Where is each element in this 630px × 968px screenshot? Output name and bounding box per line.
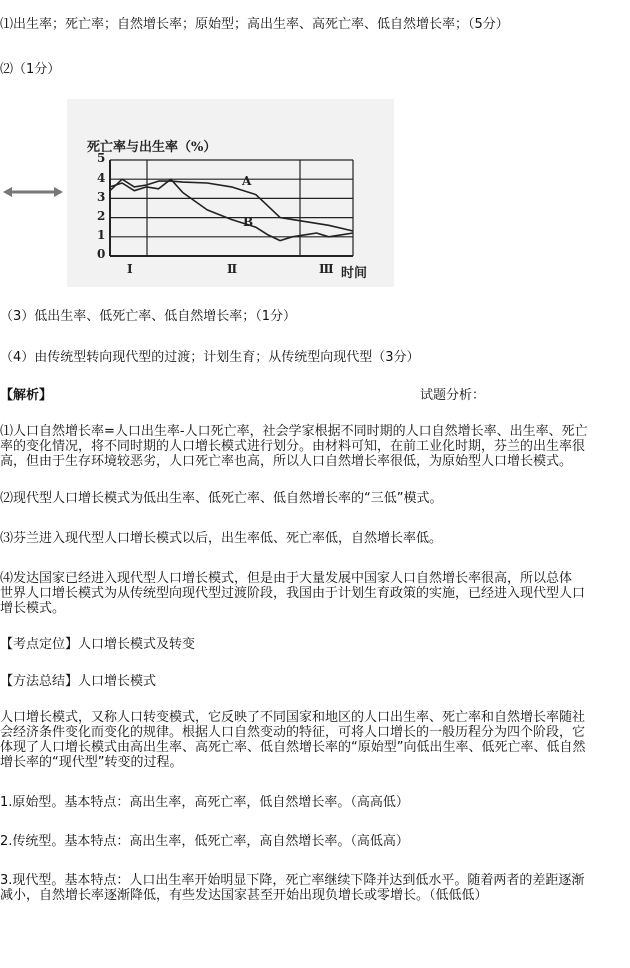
analysis-p2: ⑵现代型人口增长模式为低出生率、低死亡率、低自然增长率的“三低”模式。: [0, 491, 443, 506]
answer-2: ⑵（1分）: [0, 62, 61, 77]
y-tick-1: 1: [97, 228, 106, 242]
analysis-p3: ⑶芬兰进入现代型人口增长模式以后，出生率低、死亡率低，自然增长率低。: [0, 531, 443, 546]
summary-line: 人口增长模式，又称人口转变模式，它反映了不同国家和地区的人口出生率、死亡率和自然增长率随社: [0, 710, 586, 725]
x-axis-label: 时间: [341, 266, 368, 281]
analysis-heading: 【解析】: [0, 388, 53, 403]
analysis-p1: [0, 424, 628, 469]
y-tick-0: 0: [97, 247, 106, 261]
chart-title: 死亡率与出生率（%）: [87, 140, 217, 155]
summary-line: 体现了人口增长模式由高出生率、高死亡率、低自然增长率的“原始型”向低出生率、低死亡率、低自然: [0, 740, 586, 755]
y-tick-4: 4: [97, 171, 106, 185]
type-3-modern: [0, 873, 628, 903]
chart-canvas: [67, 99, 394, 287]
y-tick-2: 2: [97, 209, 106, 223]
analysis-p1-line: 高，但由于生存环境较恶劣，人口死亡率也高，所以人口自然增长率很低，为原始型人口增长模式。: [0, 454, 573, 469]
double-arrow-icon: [3, 186, 63, 198]
analysis-p4: [0, 571, 628, 616]
analysis-p1-line: 率的变化情况，将不同时期的人口增长模式进行划分。由材料可知，在前工业化时期，芬兰的出生率很: [0, 439, 586, 454]
y-tick-3: 3: [97, 190, 106, 204]
answer-1: ⑴出生率；死亡率；自然增长率；原始型；高出生率、高死亡率、低自然增长率；（5分）: [0, 17, 509, 32]
curve-b-label: B: [243, 215, 254, 229]
summary-line: 会经济条件变化而变化的规律。根据人口自然变动的特征，可将人口增长的一般历程分为四个阶段，它: [0, 725, 586, 740]
type-3-line: 减小，自然增长率逐渐降低，有些发达国家甚至开始出现负增长或零增长。（低低低）: [0, 888, 488, 903]
kaodian-line: 【考点定位】人口增长模式及转变: [0, 637, 196, 652]
analysis-p4-line: 世界人口增长模式为从传统型向现代型过渡阶段，我国由于计划生育政策的实施，已经进入现代型人口: [0, 586, 586, 601]
y-tick-5: 5: [97, 151, 106, 165]
fangfa-line: 【方法总结】人口增长模式: [0, 674, 157, 689]
summary-line: 增长率的“现代型”转变的过程。: [0, 755, 183, 770]
curve-a-label: A: [242, 174, 252, 188]
answer-3: （3）低出生率、低死亡率、低自然增长率；（1分）: [0, 309, 297, 324]
phase-2-label: Ⅱ: [227, 262, 238, 276]
analysis-p1-line: ⑴人口自然增长率=人口出生率-人口死亡率，社会学家根据不同时期的人口自然增长率、出生率、死亡: [0, 424, 588, 439]
type-1-primitive: 1.原始型。基本特点：高出生率，高死亡率，低自然增长率。（高高低）: [0, 795, 409, 810]
analysis-intro: 试题分析：: [420, 388, 486, 403]
answer-4: （4）由传统型转向现代型的过渡；计划生育；从传统型向现代型（3分）: [0, 350, 420, 365]
birth-death-rate-chart: [67, 99, 394, 287]
type-2-traditional: 2.传统型。基本特点：高出生率，低死亡率，高自然增长率。（高低高）: [0, 834, 409, 849]
summary-paragraph: [0, 710, 628, 770]
phase-3-label: Ⅲ: [319, 262, 334, 276]
analysis-p4-line: 增长模式。: [0, 601, 66, 616]
analysis-p4-line: ⑷发达国家已经进入现代型人口增长模式，但是由于大量发展中国家人口自然增长率很高，所以总体: [0, 571, 573, 586]
type-3-line: 3.现代型。基本特点：人口出生率开始明显下降，死亡率继续下降并达到低水平。随着两者的差距逐渐: [0, 873, 585, 888]
phase-1-label: Ⅰ: [127, 262, 133, 276]
